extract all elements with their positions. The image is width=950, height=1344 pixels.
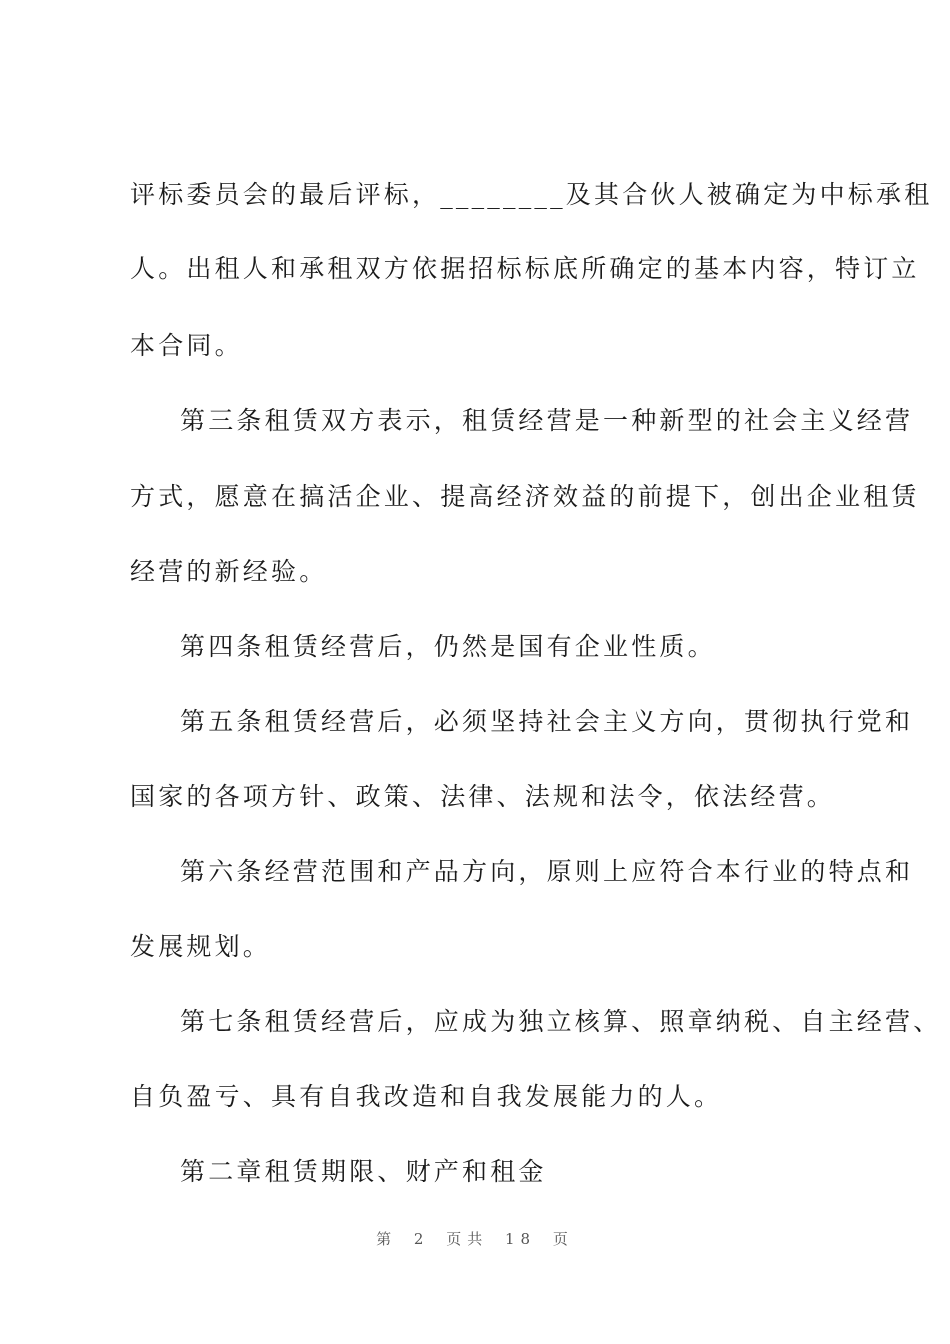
page-number-footer: 第 2 页共 18 页 — [376, 1230, 574, 1248]
article-7-line-2: 自负盈亏、具有自我改造和自我发展能力的人。 — [130, 1082, 723, 1111]
article-5-line-1: 第五条租赁经营后，必须坚持社会主义方向，贯彻执行党和 — [180, 707, 914, 736]
article-6-line-2: 发展规划。 — [130, 932, 272, 961]
article-3-line-1: 第三条租赁双方表示，租赁经营是一种新型的社会主义经营 — [180, 406, 914, 435]
article-7-line-1: 第七条租赁经营后，应成为独立核算、照章纳税、自主经营、 — [180, 1007, 942, 1036]
article-3-line-2: 方式，愿意在搞活企业、提高经济效益的前提下，创出企业租赁 — [130, 482, 920, 511]
text-line-1: 评标委员会的最后评标，________及其合伙人被确定为中标承租 — [130, 180, 933, 209]
article-5-line-2: 国家的各项方针、政策、法律、法规和法令，依法经营。 — [130, 782, 836, 811]
text-line-2: 人。出租人和承租双方依据招标标底所确定的基本内容，特订立 — [130, 254, 920, 283]
article-4-line-1: 第四条租赁经营后，仍然是国有企业性质。 — [180, 632, 716, 661]
text-line-3: 本合同。 — [130, 331, 243, 360]
article-6-line-1: 第六条经营范围和产品方向，原则上应符合本行业的特点和 — [180, 857, 914, 886]
article-3-line-3: 经营的新经验。 — [130, 557, 328, 586]
chapter-2-heading: 第二章租赁期限、财产和租金 — [180, 1157, 547, 1186]
